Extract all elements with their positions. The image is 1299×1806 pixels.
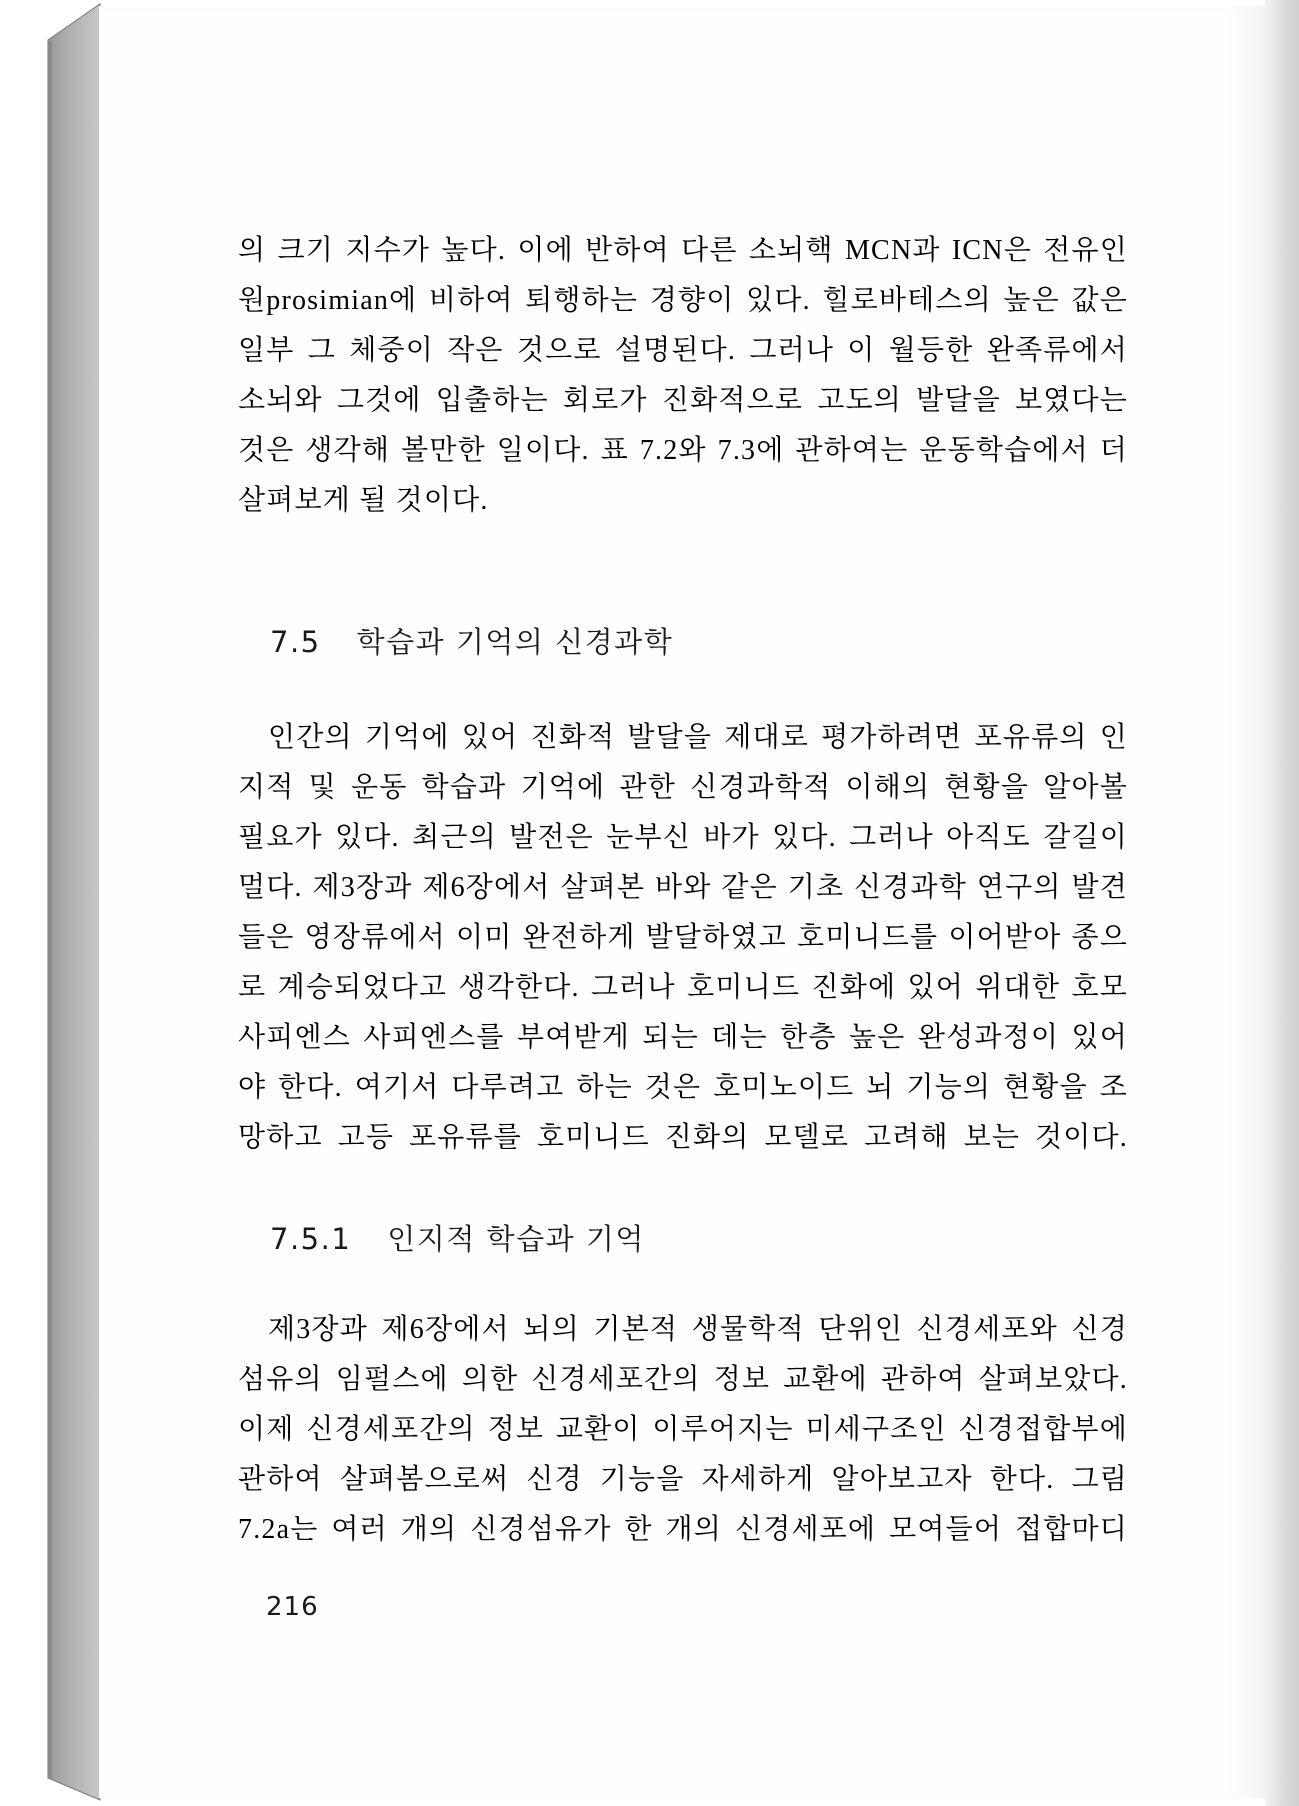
text-line: 멀다. 제3장과 제6장에서 살펴본 바와 같은 기초 신경과학 연구의 발견 bbox=[238, 872, 1128, 903]
text-line: 소뇌와 그것에 입출하는 회로가 진화적으로 고도의 발달을 보였다는 bbox=[238, 385, 1128, 416]
page-number: 216 bbox=[266, 1592, 319, 1622]
text-line: 망하고 고등 포유류를 호미니드 진화의 모델로 고려해 보는 것이다. bbox=[238, 1122, 1128, 1153]
text-line: 들은 영장류에서 이미 완전하게 발달하였고 호미니드를 이어받아 종으 bbox=[238, 922, 1128, 953]
text-line: 7.2a는 여러 개의 신경섬유가 한 개의 신경세포에 모여들어 접합마디 bbox=[238, 1514, 1128, 1545]
text-line: 인간의 기억에 있어 진화적 발달을 제대로 평가하려면 포유류의 인 bbox=[268, 722, 1128, 753]
text-line: 원prosimian에 비하여 퇴행하는 경향이 있다. 힐로바테스의 높은 값은 bbox=[238, 285, 1128, 316]
section-title: 학습과 기억의 신경과학 bbox=[356, 625, 674, 659]
text-line: 이제 신경세포간의 정보 교환이 이루어지는 미세구조인 신경접합부에 bbox=[238, 1414, 1128, 1445]
section-paragraph bbox=[238, 713, 1128, 1163]
text-line: 지적 및 운동 학습과 기억에 관한 신경과학적 이해의 현황을 알아볼 bbox=[238, 772, 1128, 803]
text-line: 의 크기 지수가 높다. 이에 반하여 다른 소뇌핵 MCN과 ICN은 전유인 bbox=[238, 235, 1128, 266]
text-line: 로 계승되었다고 생각한다. 그러나 호미니드 진화에 있어 위대한 호모 bbox=[238, 972, 1128, 1003]
text-line: 살펴보게 될 것이다. bbox=[238, 485, 489, 516]
text-line: 일부 그 체중이 작은 것으로 설명된다. 그러나 이 월등한 완족류에서 bbox=[238, 335, 1128, 366]
continued-paragraph bbox=[238, 226, 1128, 526]
text-line: 야 한다. 여기서 다루려고 하는 것은 호미노이드 뇌 기능의 현황을 조 bbox=[238, 1072, 1128, 1103]
subsection-paragraph bbox=[238, 1305, 1128, 1555]
section-heading bbox=[270, 620, 673, 661]
spine-graphic bbox=[0, 0, 110, 1806]
page-right-edge-shadow bbox=[1265, 0, 1299, 1806]
subsection-number: 7.5.1 bbox=[270, 1222, 352, 1256]
text-line: 섬유의 임펄스에 의한 신경세포간의 정보 교환에 관하여 살펴보았다. bbox=[238, 1364, 1128, 1395]
text-line: 필요가 있다. 최근의 발전은 눈부신 바가 있다. 그러나 아직도 갈길이 bbox=[238, 822, 1128, 853]
subsection-title: 인지적 학습과 기억 bbox=[387, 1222, 645, 1256]
section-number: 7.5 bbox=[270, 625, 321, 659]
text-line: 관하여 살펴봄으로써 신경 기능을 자세하게 알아보고자 한다. 그림 bbox=[238, 1464, 1128, 1495]
text-line: 것은 생각해 볼만한 일이다. 표 7.2와 7.3에 관하여는 운동학습에서 더 bbox=[238, 435, 1128, 466]
text-line: 사피엔스 사피엔스를 부여받게 되는 데는 한층 높은 완성과정이 있어 bbox=[238, 1022, 1128, 1053]
text-line: 제3장과 제6장에서 뇌의 기본적 생물학적 단위인 신경세포와 신경 bbox=[268, 1314, 1128, 1345]
book-spine bbox=[0, 0, 110, 1806]
subsection-heading bbox=[270, 1217, 645, 1258]
